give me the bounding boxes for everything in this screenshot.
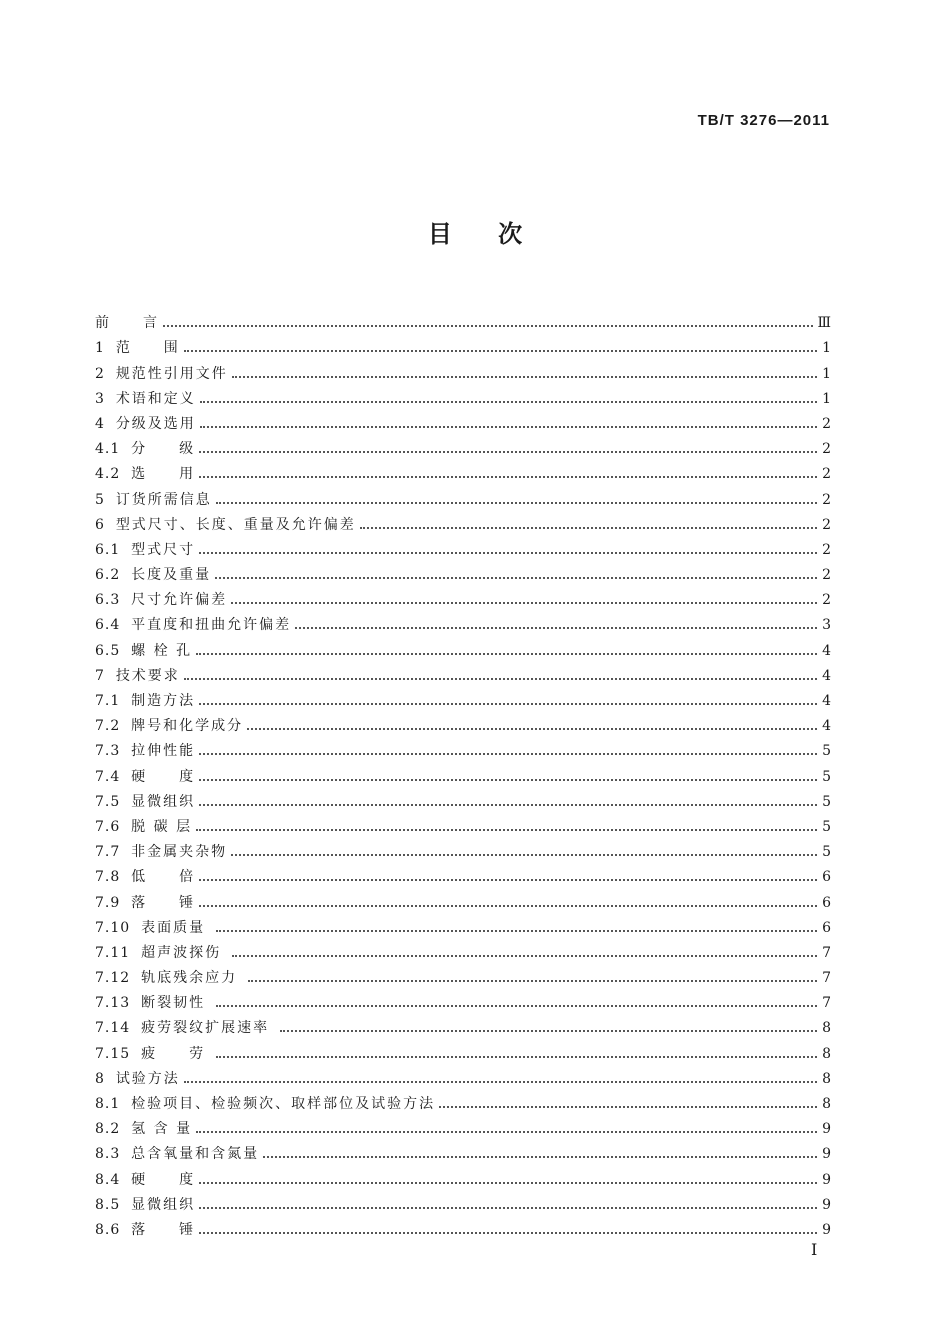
dot-leader	[232, 376, 817, 378]
dot-leader	[199, 1182, 817, 1184]
toc-entry-page: 1	[822, 340, 831, 357]
toc-entry-label: 硬 度	[131, 1171, 196, 1188]
toc-entry-number: 3	[95, 390, 116, 407]
toc-entry-label: 前 言	[95, 315, 159, 332]
toc-entry-label: 长度及重量	[131, 567, 212, 584]
toc-entry-page: 2	[822, 541, 831, 558]
dot-leader	[184, 1081, 817, 1083]
toc-entry-label: 落 锤	[131, 894, 196, 911]
toc-entry[interactable]	[95, 760, 831, 785]
toc-entry[interactable]	[95, 735, 831, 760]
toc-entry[interactable]	[95, 584, 831, 609]
toc-entry-label: 分 级	[131, 441, 196, 458]
dot-leader	[196, 829, 817, 831]
toc-entry-page: 8	[822, 1045, 831, 1062]
dot-leader	[280, 1030, 817, 1032]
toc-entry-page: 7	[822, 995, 831, 1012]
toc-entry-page: 8	[822, 1020, 831, 1037]
dot-leader	[196, 1131, 817, 1133]
toc-entry-page: 6	[822, 894, 831, 911]
toc-entry-label: 制造方法	[131, 693, 196, 709]
toc-entry-label: 分级及选用	[115, 415, 196, 432]
toc-entry-label: 平直度和扭曲允许偏差	[131, 617, 292, 634]
toc-entry[interactable]	[95, 660, 831, 685]
toc-entry-number: 7.3	[95, 743, 132, 760]
toc-entry[interactable]	[95, 685, 831, 710]
toc-entry-page: 2	[822, 567, 831, 584]
toc-entry[interactable]	[95, 786, 831, 811]
toc-entry[interactable]	[95, 1037, 831, 1062]
toc-entry-number: 7.7	[95, 844, 132, 861]
toc-entry-number: 7.6	[95, 818, 132, 835]
toc-entry-page: 1	[822, 365, 831, 382]
dot-leader	[215, 577, 817, 579]
toc-entry-page: 2	[822, 466, 831, 483]
toc-entry-label: 尺寸允许偏差	[131, 592, 228, 609]
dot-leader	[199, 779, 817, 781]
toc-entry-page: 2	[822, 516, 831, 533]
toc-entry-label: 低 倍	[131, 869, 196, 886]
dot-leader	[248, 980, 817, 982]
toc-entry-number: 6.5	[95, 642, 132, 659]
toc-entry[interactable]	[95, 836, 831, 861]
toc-entry-number: 8.3	[95, 1146, 132, 1163]
toc-entry[interactable]	[95, 383, 831, 408]
toc-entry[interactable]	[95, 886, 831, 911]
dot-leader	[199, 879, 817, 881]
toc-entry-number: 7.4	[95, 768, 132, 785]
dot-leader	[199, 1232, 817, 1234]
toc-entry-number: 6	[95, 516, 116, 533]
dot-leader	[199, 1207, 817, 1209]
toc-entry-page: 1	[822, 390, 831, 407]
toc-entry[interactable]	[95, 1113, 831, 1138]
toc-entry[interactable]	[95, 811, 831, 836]
toc-entry-number: 5	[95, 491, 116, 508]
dot-leader	[184, 350, 817, 352]
toc-entry-page: 9	[822, 1171, 831, 1188]
page-title: 目 次	[427, 220, 523, 248]
toc-entry[interactable]	[95, 559, 831, 584]
toc-entry-page: 9	[822, 1121, 831, 1138]
toc-entry-page: 5	[822, 793, 831, 810]
toc-entry[interactable]	[95, 1063, 831, 1088]
toc-entry-label: 检验项目、检验频次、取样部位及试验方法	[131, 1096, 436, 1112]
toc-entry-label: 订货所需信息	[115, 491, 212, 508]
toc-entry-label: 超声波探伤	[141, 944, 228, 961]
toc-entry-label: 选 用	[131, 466, 196, 483]
toc-entry-label: 牌号和化学成分	[131, 718, 244, 735]
toc-entry-label: 试验方法	[115, 1070, 180, 1087]
toc-entry-label: 非金属夹杂物	[131, 844, 228, 861]
table-of-contents	[95, 307, 831, 1239]
toc-entry-label: 规范性引用文件	[115, 365, 228, 382]
toc-entry-number: 8.1	[95, 1096, 132, 1112]
toc-entry-label: 螺 栓 孔	[131, 642, 193, 659]
toc-entry-page: 5	[822, 818, 831, 835]
toc-entry[interactable]	[95, 1138, 831, 1163]
toc-entry-label: 落 锤	[131, 1221, 196, 1238]
toc-entry-page: 7	[822, 970, 831, 987]
toc-entry[interactable]	[95, 357, 831, 382]
toc-entry-page: 2	[822, 592, 831, 609]
dot-leader	[200, 426, 817, 428]
dot-leader	[232, 955, 817, 957]
toc-entry-number: 8.4	[95, 1171, 132, 1188]
toc-entry[interactable]	[95, 937, 831, 962]
dot-leader	[199, 905, 817, 907]
dot-leader	[163, 325, 813, 327]
toc-entry-label: 拉伸性能	[131, 743, 196, 760]
toc-entry-label: 型式尺寸、长度、重量及允许偏差	[115, 516, 356, 533]
dot-leader	[295, 627, 817, 629]
toc-entry-page: 2	[822, 441, 831, 458]
dot-leader	[200, 401, 817, 403]
toc-entry-label: 术语和定义	[115, 390, 196, 407]
dot-leader	[199, 476, 817, 478]
toc-entry[interactable]	[95, 307, 831, 332]
toc-entry-page: 9	[822, 1221, 831, 1238]
dot-leader	[216, 502, 817, 504]
toc-entry-label: 型式尺寸	[131, 541, 196, 558]
toc-entry[interactable]	[95, 458, 831, 483]
dot-leader	[199, 804, 817, 806]
toc-entry-page: 9	[822, 1146, 831, 1163]
toc-entry-number: 7.14	[95, 1020, 142, 1037]
toc-entry-label: 技术要求	[115, 667, 180, 684]
toc-entry-number: 4	[95, 415, 116, 432]
toc-entry-page: Ⅲ	[817, 315, 831, 332]
toc-entry[interactable]	[95, 1012, 831, 1037]
dot-leader	[184, 678, 817, 680]
toc-entry-number: 6.3	[95, 592, 132, 609]
toc-entry-page: 8	[822, 1096, 831, 1112]
toc-entry-page: 4	[822, 718, 831, 735]
dot-leader	[216, 930, 817, 932]
toc-entry-number: 7.2	[95, 718, 132, 735]
toc-entry-number: 8.5	[95, 1196, 132, 1213]
toc-entry-number: 4.1	[95, 441, 132, 458]
toc-entry-label: 表面质量	[141, 919, 212, 936]
toc-entry-page: 5	[822, 768, 831, 785]
dot-leader	[216, 1005, 817, 1007]
toc-entry-number: 7.11	[95, 944, 142, 961]
dot-leader	[216, 1056, 817, 1058]
toc-entry-number: 6.4	[95, 617, 132, 634]
toc-entry-page: 7	[822, 944, 831, 961]
dot-leader	[247, 728, 817, 730]
toc-entry[interactable]	[95, 1163, 831, 1188]
dot-leader	[199, 451, 817, 453]
toc-entry-page: 4	[822, 693, 831, 709]
toc-entry-label: 显微组织	[131, 1196, 196, 1213]
dot-leader	[196, 653, 817, 655]
toc-entry-number: 7.12	[95, 970, 142, 987]
dot-leader	[439, 1106, 817, 1108]
toc-entry-number: 4.2	[95, 466, 132, 483]
toc-entry-number: 7	[95, 667, 116, 684]
toc-entry[interactable]	[95, 987, 831, 1012]
toc-entry-page: 2	[822, 415, 831, 432]
toc-entry-label: 断裂韧性	[141, 995, 212, 1012]
toc-entry-number: 6.1	[95, 541, 132, 558]
toc-entry-label: 显微组织	[131, 793, 196, 810]
standard-number: TB/T 3276—2011	[697, 112, 830, 129]
toc-entry-page: 5	[822, 844, 831, 861]
toc-entry[interactable]	[95, 534, 831, 559]
toc-entry-label: 总含氧量和含氮量	[131, 1146, 260, 1163]
toc-entry-label: 疲 劳	[141, 1045, 212, 1062]
toc-entry-number: 7.1	[95, 693, 132, 709]
dot-leader	[199, 753, 817, 755]
toc-entry-number: 7.9	[95, 894, 132, 911]
dot-leader	[199, 703, 817, 705]
toc-entry[interactable]	[95, 408, 831, 433]
toc-entry-page: 6	[822, 919, 831, 936]
toc-entry-page: 6	[822, 869, 831, 886]
toc-entry[interactable]	[95, 962, 831, 987]
toc-entry[interactable]	[95, 710, 831, 735]
toc-entry-number: 2	[95, 365, 116, 382]
toc-entry-label: 氢 含 量	[131, 1121, 193, 1138]
dot-leader	[263, 1156, 817, 1158]
toc-entry-number: 6.2	[95, 567, 132, 584]
toc-entry[interactable]	[95, 483, 831, 508]
toc-entry-number: 7.13	[95, 995, 142, 1012]
toc-entry-number: 8.6	[95, 1221, 132, 1238]
toc-entry-label: 疲劳裂纹扩展速率	[141, 1020, 276, 1037]
toc-entry[interactable]	[95, 912, 831, 937]
toc-entry-label: 范 围	[115, 340, 180, 357]
toc-entry-label: 轨底残余应力	[141, 970, 244, 987]
toc-entry[interactable]	[95, 433, 831, 458]
toc-entry-label: 脱 碳 层	[131, 818, 193, 835]
toc-entry-page: 9	[822, 1196, 831, 1213]
toc-entry-number: 7.10	[95, 919, 142, 936]
toc-entry-number: 7.8	[95, 869, 132, 886]
page-folio: I	[811, 1240, 818, 1259]
toc-entry-number: 7.15	[95, 1045, 142, 1062]
toc-entry-page: 4	[822, 667, 831, 684]
toc-entry[interactable]	[95, 1214, 831, 1239]
toc-entry-page: 3	[822, 617, 831, 634]
dot-leader	[231, 602, 817, 604]
dot-leader	[199, 552, 817, 554]
toc-entry[interactable]	[95, 1088, 831, 1113]
toc-entry-page: 5	[822, 743, 831, 760]
toc-entry-number: 8	[95, 1070, 116, 1087]
dot-leader	[360, 527, 817, 529]
toc-entry[interactable]	[95, 1189, 831, 1214]
toc-entry[interactable]	[95, 609, 831, 634]
toc-entry-number: 1	[95, 340, 116, 357]
toc-entry-number: 8.2	[95, 1121, 132, 1138]
toc-entry-page: 4	[822, 642, 831, 659]
toc-entry-number: 7.5	[95, 793, 132, 810]
toc-entry[interactable]	[95, 509, 831, 534]
toc-entry[interactable]	[95, 634, 831, 659]
toc-entry[interactable]	[95, 861, 831, 886]
toc-entry-label: 硬 度	[131, 768, 196, 785]
toc-entry-page: 2	[822, 491, 831, 508]
dot-leader	[231, 854, 817, 856]
toc-entry[interactable]	[95, 332, 831, 357]
toc-entry-page: 8	[822, 1070, 831, 1087]
